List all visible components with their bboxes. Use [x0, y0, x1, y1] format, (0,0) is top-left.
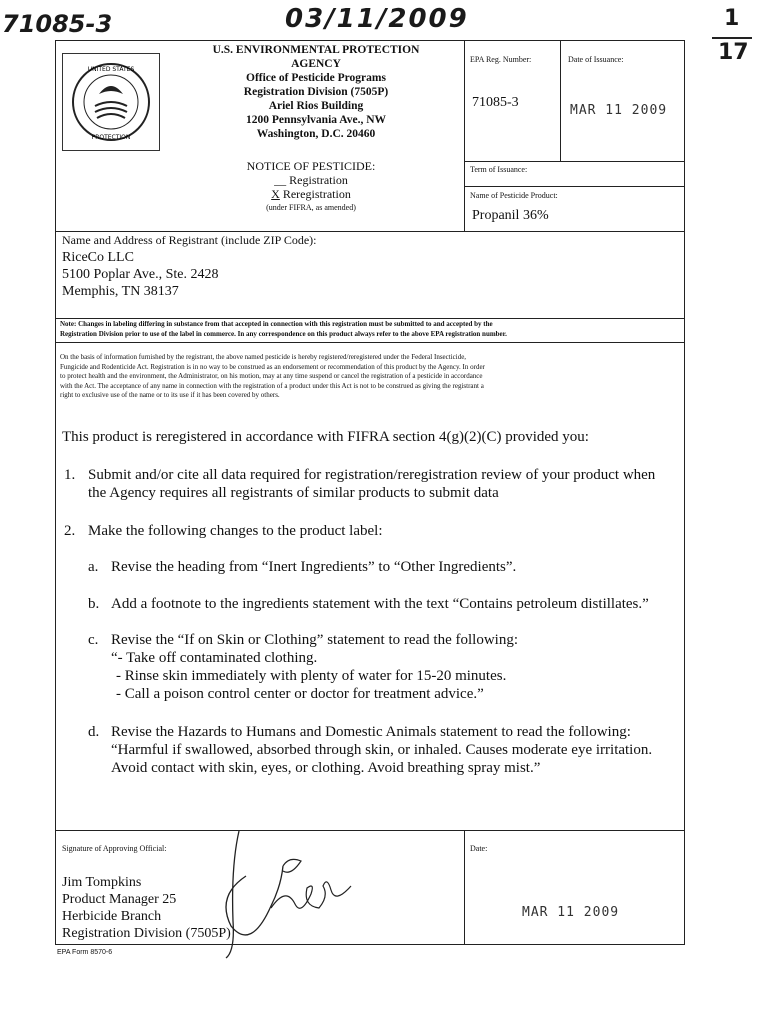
item-c-text [111, 631, 518, 703]
item-c-line3: - Rinse skin immediately with plenty of water for 15-20 minutes. [116, 668, 507, 684]
issuance-label: Date of Issuance: [568, 55, 624, 64]
handwritten-date: 03/11/2009 [285, 4, 469, 34]
agency-name-line2: AGENCY [291, 58, 341, 70]
basis-line1: On the basis of information furnished by the registrant, the above named pesticide is hereby registered/reregistered under the Federal Insecticide, [60, 353, 467, 361]
official-division: Registration Division (7505P) [62, 926, 231, 941]
item-d-line2: “Harmful if swallowed, absorbed through skin, or inhaled. Causes moderate eye irritation. [111, 742, 653, 758]
handwritten-signature [211, 826, 371, 966]
signature-divider [464, 830, 465, 944]
item-d-text [111, 723, 652, 777]
official-name: Jim Tompkins [62, 875, 142, 890]
note-line2: Registration Division prior to use of the label in commerce. In any correspondence on this product always refer to the above EPA registration number. [60, 329, 507, 338]
intro-text: This product is reregistered in accordance with FIFRA section 4(g)(2)(C) provided you: [62, 429, 589, 445]
item-b-letter: b. [88, 596, 100, 612]
item1-number: 1. [64, 467, 76, 483]
agency-street: 1200 Pennsylvania Ave., NW [245, 114, 387, 126]
note-line1: Note: Changes in labeling differing in substance from that accepted in connection with this registration must be submitted to and accepted by the [60, 320, 493, 328]
item-c-line2: “- Take off contaminated clothing. [111, 650, 318, 666]
basis-line5: right to exclusive use of the name or to its use if it has been covered by others. [60, 391, 280, 399]
registrant-street: 5100 Poplar Ave., Ste. 2428 [62, 267, 219, 282]
notice-form [55, 40, 685, 945]
header-row-line-2 [464, 186, 684, 187]
official-block [62, 874, 231, 942]
item-c-letter: c. [88, 632, 99, 648]
official-title: Product Manager 25 [62, 892, 177, 907]
handwritten-fraction-bar [712, 37, 752, 39]
handwritten-reg-number: 71085-3 [2, 10, 113, 38]
signature-date-stamp: MAR 11 2009 [522, 905, 620, 920]
date-label: Date: [470, 844, 488, 853]
form-id: EPA Form 8570-6 [57, 949, 113, 956]
issuance-date-stamp: MAR 11 2009 [570, 103, 668, 118]
svg-text:UNITED STATES: UNITED STATES [87, 66, 135, 73]
basis-line2: Fungicide and Rodenticide Act. Registration is in no way to be construed as an endorsement or recommendation of this product by the Agency. In order [60, 362, 485, 371]
notice-reregistration: Reregistration [282, 187, 351, 201]
agency-header [166, 43, 466, 141]
header-divider-2 [560, 41, 561, 161]
reregistration-mark: X [271, 187, 280, 201]
item1-text [88, 466, 655, 502]
header-row-line-1 [464, 161, 684, 162]
item2-number: 2. [64, 523, 76, 539]
basis-paragraph [60, 353, 485, 401]
basis-line4: with the Act. The acceptance of any name in connection with the registration of a product under this Act is not to be construed as giving the registrant a [60, 381, 484, 390]
reg-number-label: EPA Reg. Number: [470, 55, 532, 64]
item-a-text: Revise the heading from “Inert Ingredients” to “Other Ingredients”. [111, 559, 517, 575]
note-bottom-line [56, 342, 684, 343]
agency-name-line1: U.S. ENVIRONMENTAL PROTECTION [212, 44, 420, 56]
note-block [60, 320, 507, 339]
official-branch: Herbicide Branch [62, 909, 162, 924]
handwritten-page-total: 17 [718, 40, 749, 65]
notice-reregistration-row [166, 187, 456, 201]
item-c-line4: - Call a poison control center or doctor for treatment advice.” [116, 686, 484, 702]
product-name-label: Name of Pesticide Product: [470, 191, 558, 200]
item2-text: Make the following changes to the product label: [88, 523, 383, 539]
agency-building: Ariel Rios Building [268, 100, 364, 112]
agency-office: Office of Pesticide Programs [246, 72, 386, 84]
notice-under-fifra: (under FIFRA, as amended) [266, 203, 356, 212]
registrant-bottom-line [56, 318, 684, 319]
epa-seal-logo [62, 53, 160, 151]
product-name-value: Propanil 36% [472, 208, 549, 223]
basis-line3: to protect health and the environment, the Administrator, on his motion, may at any time suspend or cancel the registration of a pesticide in accordance [60, 372, 483, 380]
item-d-letter: d. [88, 724, 100, 740]
item-d-line1: Revise the Hazards to Humans and Domestic Animals statement to read the following: [111, 724, 631, 740]
handwritten-page-number: 1 [724, 6, 740, 31]
reg-number-value: 71085-3 [472, 95, 519, 110]
notice-title: NOTICE OF PESTICIDE: [246, 159, 376, 173]
item1-line2: the Agency requires all registrants of similar products to submit data [88, 485, 499, 501]
svg-text:PROTECTION: PROTECTION [91, 134, 131, 141]
notice-block [166, 159, 456, 215]
term-label: Term of Issuance: [470, 165, 528, 174]
item1-line1: Submit and/or cite all data required for registration/reregistration review of your product when [88, 467, 656, 483]
agency-city: Washington, D.C. 20460 [256, 128, 376, 140]
registrant-city: Memphis, TN 38137 [62, 284, 179, 299]
registrant-name: RiceCo LLC [62, 250, 134, 265]
item-b-text: Add a footnote to the ingredients statement with the text “Contains petroleum distillates.” [111, 596, 649, 612]
item-c-line1: Revise the “If on Skin or Clothing” statement to read the following: [111, 632, 518, 648]
item-d-line3: Avoid contact with skin, eyes, or clothing. Avoid breathing spray mist.” [111, 760, 541, 776]
item-a-letter: a. [88, 559, 99, 575]
notice-registration: __ Registration [274, 173, 348, 187]
signature-label: Signature of Approving Official: [62, 844, 167, 853]
registrant-label: Name and Address of Registrant (include ZIP Code): [62, 233, 317, 247]
registrant-block [62, 232, 317, 300]
agency-division: Registration Division (7505P) [243, 86, 389, 98]
